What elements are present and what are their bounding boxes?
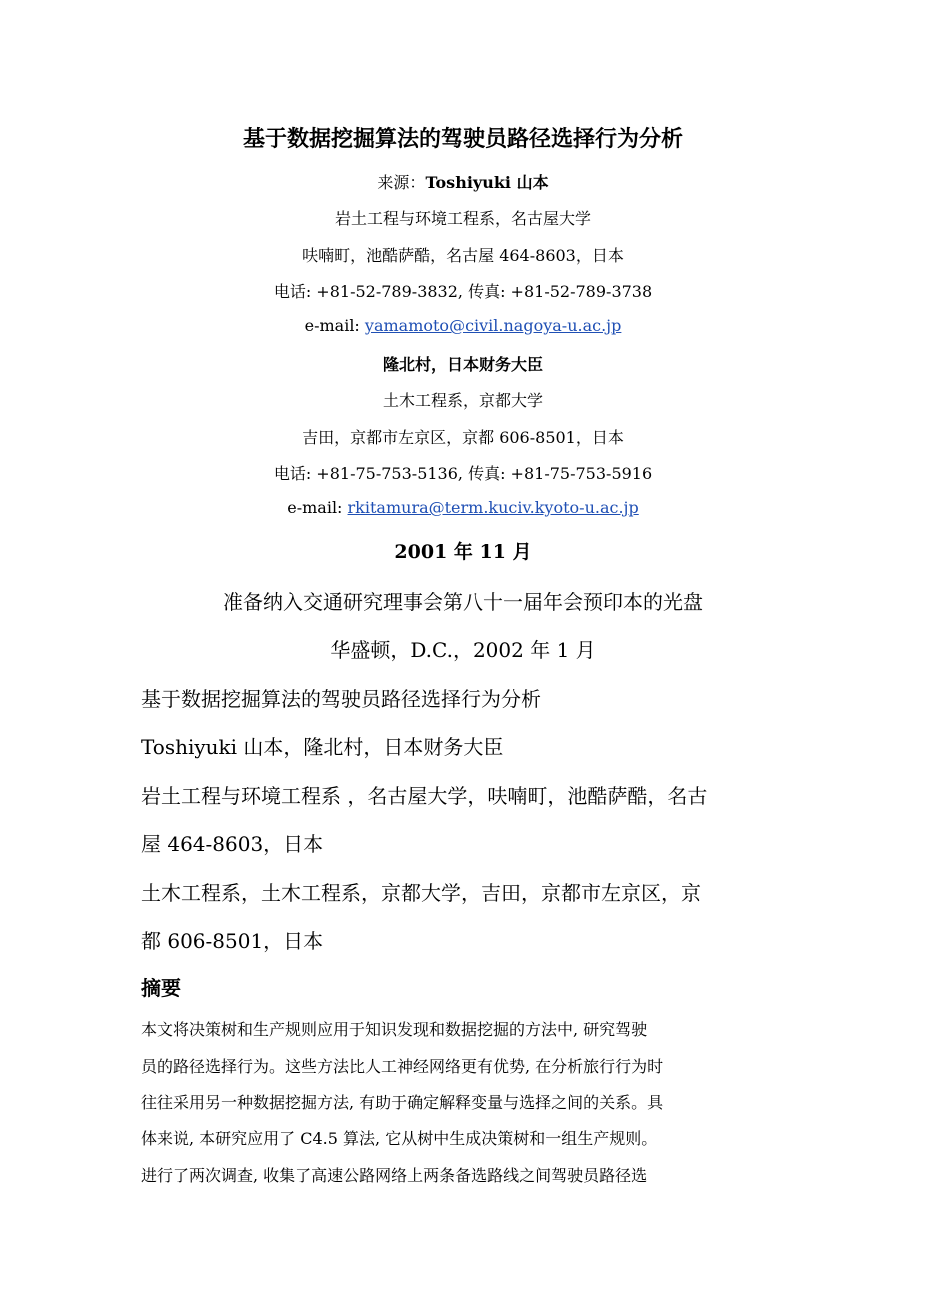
paper-title: 基于数据挖掘算法的驾驶员路径选择行为分析 [242,126,683,152]
author1-email-line [0,316,926,335]
venue: 华盛顿，D.C.，2002 年 1 月 [330,638,596,662]
abstract-line: 体来说, 本研究应用了 C4.5 算法, 它从树中生成决策树和一组生产规则。 [141,1129,658,1148]
abstract-line: 往往采用另一种数据挖掘方法, 有助于确定解释变量与选择之间的关系。具 [141,1093,664,1112]
submission-note: 准备纳入交通研究理事会第八十一届年会预印本的光盘 [223,590,703,614]
abstract-line: 进行了两次调查, 收集了高速公路网络上两条备选路线之间驾驶员路径选 [141,1166,648,1185]
author2-email-link[interactable]: rkitamura@term.kuciv.kyoto-u.ac.jp [347,498,639,517]
author2-dept: 土木工程系，京都大学 [382,391,543,410]
author1-line [0,170,926,193]
author2-address: 吉田，京都市左京区，京都 606-8501，日本 [302,428,624,447]
author2-email-line [0,498,926,517]
abstract-line: 员的路径选择行为。这些方法比人工神经网络更有优势, 在分析旅行行为时 [141,1057,664,1076]
email-label: e-mail: [304,316,365,335]
body-affil2-line1: 土木工程系，土木工程系，京都大学，吉田，京都市左京区，京 [141,881,701,905]
abstract-heading: 摘要 [141,976,181,1000]
author1-dept: 岩土工程与环境工程系，名古屋大学 [334,209,591,228]
paper-date: 2001 年 11 月 [394,541,532,563]
body-affil2-line2: 都 606-8501，日本 [141,929,324,953]
author2-name: 隆北村，日本财务大臣 [382,355,543,374]
body-affil1-line1: 岩土工程与环境工程系 ，名古屋大学，呋喃町，池酷萨酷，名古 [141,784,708,808]
body-authors: Toshiyuki 山本，隆北村，日本财务大臣 [141,735,504,759]
author1-email-link[interactable]: yamamoto@civil.nagoya-u.ac.jp [364,316,622,335]
author1-name: Toshiyuki 山本 [425,173,549,192]
author1-address: 呋喃町，池酷萨酷，名古屋 464-8603，日本 [302,246,624,265]
email-label: e-mail: [287,498,348,517]
author2-phone: 电话: +81-75-753-5136, 传真: +81-75-753-5916 [273,464,653,483]
author1-phone: 电话: +81-52-789-3832, 传真: +81-52-789-3738 [273,282,653,301]
source-label: 来源： [377,173,426,192]
abstract-line: 本文将决策树和生产规则应用于知识发现和数据挖掘的方法中, 研究驾驶 [141,1020,648,1039]
body-title: 基于数据挖掘算法的驾驶员路径选择行为分析 [141,687,541,711]
body-affil1-line2: 屋 464-8603，日本 [141,832,324,856]
